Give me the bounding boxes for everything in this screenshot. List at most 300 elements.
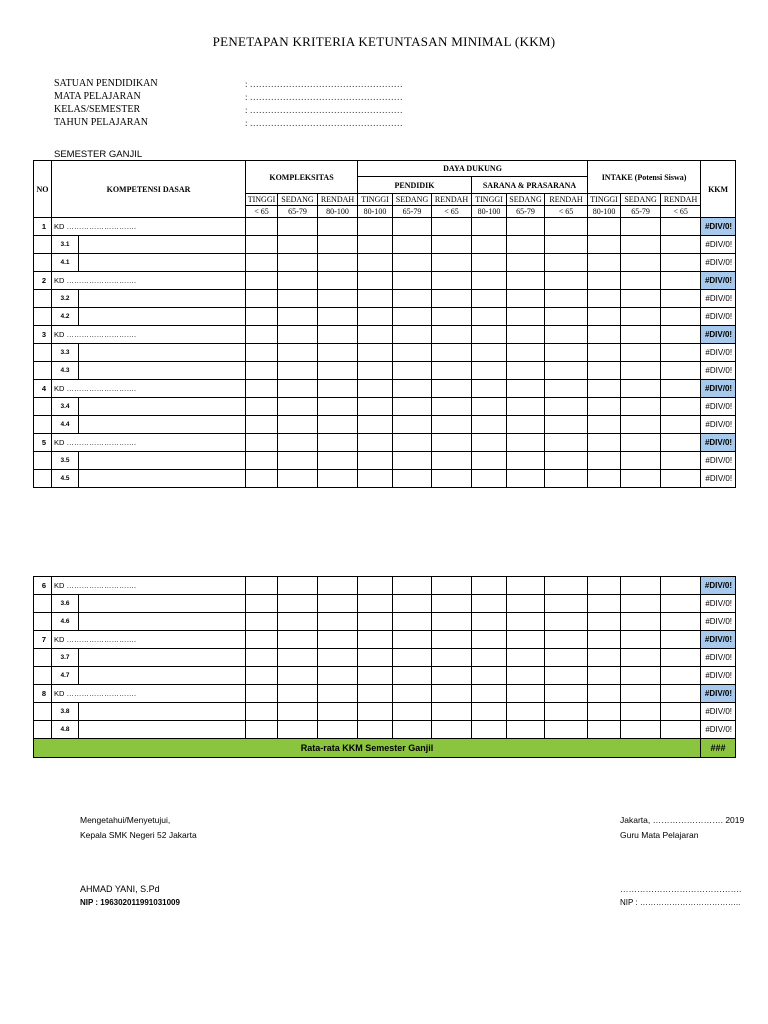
score-cell[interactable] [588,416,621,434]
score-cell[interactable] [472,613,507,631]
score-cell[interactable] [393,254,432,272]
sub-kd-cell[interactable] [52,595,246,613]
score-cell[interactable] [393,721,432,739]
score-cell[interactable] [661,398,701,416]
score-cell[interactable] [545,344,588,362]
score-cell[interactable] [358,272,393,290]
score-cell[interactable] [661,452,701,470]
score-cell[interactable] [278,631,318,649]
score-cell[interactable] [318,308,358,326]
score-cell[interactable] [278,344,318,362]
score-cell[interactable] [472,254,507,272]
score-cell[interactable] [588,254,621,272]
kd-label[interactable]: KD ………………………. [52,326,246,344]
score-cell[interactable] [588,685,621,703]
score-cell[interactable] [661,721,701,739]
score-cell[interactable] [393,631,432,649]
score-cell[interactable] [358,667,393,685]
sub-kd-text[interactable] [79,344,245,361]
score-cell[interactable] [278,236,318,254]
score-cell[interactable] [472,272,507,290]
score-cell[interactable] [545,434,588,452]
kd-label[interactable]: KD ………………………. [52,631,246,649]
score-cell[interactable] [393,380,432,398]
score-cell[interactable] [588,470,621,488]
score-cell[interactable] [318,218,358,236]
score-cell[interactable] [545,452,588,470]
score-cell[interactable] [278,362,318,380]
score-cell[interactable] [358,290,393,308]
score-cell[interactable] [278,703,318,721]
score-cell[interactable] [318,290,358,308]
score-cell[interactable] [661,380,701,398]
score-cell[interactable] [246,362,278,380]
score-cell[interactable] [432,685,472,703]
score-cell[interactable] [661,290,701,308]
score-cell[interactable] [358,685,393,703]
score-cell[interactable] [432,416,472,434]
score-cell[interactable] [472,362,507,380]
score-cell[interactable] [393,685,432,703]
score-cell[interactable] [246,685,278,703]
score-cell[interactable] [432,362,472,380]
score-cell[interactable] [358,218,393,236]
sub-kd-cell[interactable] [52,416,246,434]
score-cell[interactable] [278,290,318,308]
score-cell[interactable] [358,595,393,613]
score-cell[interactable] [432,470,472,488]
score-cell[interactable] [318,362,358,380]
sub-kd-text[interactable] [79,398,245,415]
score-cell[interactable] [432,721,472,739]
score-cell[interactable] [278,452,318,470]
score-cell[interactable] [545,272,588,290]
score-cell[interactable] [432,434,472,452]
score-cell[interactable] [545,631,588,649]
score-cell[interactable] [393,595,432,613]
score-cell[interactable] [661,613,701,631]
score-cell[interactable] [318,721,358,739]
score-cell[interactable] [432,344,472,362]
score-cell[interactable] [318,595,358,613]
score-cell[interactable] [246,344,278,362]
score-cell[interactable] [621,344,661,362]
score-cell[interactable] [661,362,701,380]
score-cell[interactable] [358,254,393,272]
score-cell[interactable] [588,703,621,721]
score-cell[interactable] [507,685,545,703]
score-cell[interactable] [393,649,432,667]
score-cell[interactable] [588,326,621,344]
score-cell[interactable] [507,326,545,344]
score-cell[interactable] [432,631,472,649]
score-cell[interactable] [588,649,621,667]
score-cell[interactable] [246,577,278,595]
score-cell[interactable] [621,254,661,272]
score-cell[interactable] [358,577,393,595]
score-cell[interactable] [393,344,432,362]
score-cell[interactable] [393,452,432,470]
score-cell[interactable] [588,434,621,452]
score-cell[interactable] [472,577,507,595]
score-cell[interactable] [507,631,545,649]
sub-kd-cell[interactable] [52,452,246,470]
score-cell[interactable] [545,236,588,254]
score-cell[interactable] [246,308,278,326]
score-cell[interactable] [507,398,545,416]
kd-label[interactable]: KD ………………………. [52,434,246,452]
score-cell[interactable] [246,434,278,452]
score-cell[interactable] [358,631,393,649]
score-cell[interactable] [661,308,701,326]
score-cell[interactable] [661,254,701,272]
sub-kd-cell[interactable] [52,667,246,685]
score-cell[interactable] [621,667,661,685]
score-cell[interactable] [393,434,432,452]
score-cell[interactable] [358,416,393,434]
score-cell[interactable] [472,721,507,739]
score-cell[interactable] [246,613,278,631]
score-cell[interactable] [432,703,472,721]
sub-kd-text[interactable] [79,595,245,612]
score-cell[interactable] [507,577,545,595]
score-cell[interactable] [358,362,393,380]
score-cell[interactable] [545,613,588,631]
score-cell[interactable] [318,434,358,452]
kd-label[interactable]: KD ………………………. [52,380,246,398]
score-cell[interactable] [358,434,393,452]
score-cell[interactable] [661,344,701,362]
score-cell[interactable] [621,595,661,613]
score-cell[interactable] [246,667,278,685]
score-cell[interactable] [621,362,661,380]
score-cell[interactable] [432,667,472,685]
sub-kd-text[interactable] [79,236,245,253]
score-cell[interactable] [621,452,661,470]
score-cell[interactable] [432,272,472,290]
score-cell[interactable] [588,236,621,254]
sub-kd-text[interactable] [79,649,245,666]
score-cell[interactable] [432,577,472,595]
score-cell[interactable] [246,236,278,254]
score-cell[interactable] [393,362,432,380]
score-cell[interactable] [588,398,621,416]
sub-kd-cell[interactable] [52,308,246,326]
score-cell[interactable] [621,703,661,721]
score-cell[interactable] [507,470,545,488]
score-cell[interactable] [507,452,545,470]
score-cell[interactable] [393,667,432,685]
score-cell[interactable] [393,290,432,308]
score-cell[interactable] [432,236,472,254]
score-cell[interactable] [588,218,621,236]
score-cell[interactable] [545,308,588,326]
score-cell[interactable] [318,685,358,703]
sub-kd-cell[interactable] [52,649,246,667]
score-cell[interactable] [318,667,358,685]
score-cell[interactable] [246,452,278,470]
score-cell[interactable] [393,470,432,488]
score-cell[interactable] [472,667,507,685]
kd-label[interactable]: KD ………………………. [52,218,246,236]
score-cell[interactable] [246,290,278,308]
score-cell[interactable] [472,452,507,470]
score-cell[interactable] [507,613,545,631]
score-cell[interactable] [278,685,318,703]
score-cell[interactable] [318,470,358,488]
sub-kd-text[interactable] [79,308,245,325]
score-cell[interactable] [393,703,432,721]
score-cell[interactable] [432,649,472,667]
score-cell[interactable] [621,380,661,398]
score-cell[interactable] [246,721,278,739]
score-cell[interactable] [507,272,545,290]
score-cell[interactable] [358,721,393,739]
score-cell[interactable] [278,398,318,416]
score-cell[interactable] [318,631,358,649]
score-cell[interactable] [621,721,661,739]
score-cell[interactable] [246,254,278,272]
score-cell[interactable] [358,326,393,344]
score-cell[interactable] [545,703,588,721]
score-cell[interactable] [507,416,545,434]
score-cell[interactable] [621,218,661,236]
score-cell[interactable] [661,667,701,685]
score-cell[interactable] [661,631,701,649]
score-cell[interactable] [661,326,701,344]
score-cell[interactable] [278,721,318,739]
sub-kd-cell[interactable] [52,470,246,488]
kd-label[interactable]: KD ………………………. [52,685,246,703]
score-cell[interactable] [393,613,432,631]
score-cell[interactable] [545,595,588,613]
score-cell[interactable] [588,721,621,739]
score-cell[interactable] [318,398,358,416]
score-cell[interactable] [393,577,432,595]
score-cell[interactable] [472,236,507,254]
score-cell[interactable] [507,254,545,272]
score-cell[interactable] [661,649,701,667]
score-cell[interactable] [432,595,472,613]
sub-kd-text[interactable] [79,254,245,271]
score-cell[interactable] [246,470,278,488]
score-cell[interactable] [507,362,545,380]
score-cell[interactable] [472,326,507,344]
sub-kd-cell[interactable] [52,344,246,362]
score-cell[interactable] [246,595,278,613]
score-cell[interactable] [278,272,318,290]
score-cell[interactable] [432,613,472,631]
score-cell[interactable] [588,577,621,595]
sub-kd-text[interactable] [79,452,245,469]
score-cell[interactable] [545,254,588,272]
score-cell[interactable] [621,685,661,703]
score-cell[interactable] [472,398,507,416]
score-cell[interactable] [472,685,507,703]
sub-kd-text[interactable] [79,667,245,684]
score-cell[interactable] [588,308,621,326]
score-cell[interactable] [246,703,278,721]
sub-kd-cell[interactable] [52,254,246,272]
score-cell[interactable] [661,470,701,488]
score-cell[interactable] [246,416,278,434]
score-cell[interactable] [507,290,545,308]
score-cell[interactable] [621,236,661,254]
score-cell[interactable] [661,595,701,613]
score-cell[interactable] [621,308,661,326]
score-cell[interactable] [661,434,701,452]
score-cell[interactable] [545,667,588,685]
score-cell[interactable] [318,416,358,434]
score-cell[interactable] [246,631,278,649]
sub-kd-cell[interactable] [52,398,246,416]
score-cell[interactable] [318,613,358,631]
sub-kd-text[interactable] [79,416,245,433]
score-cell[interactable] [545,649,588,667]
score-cell[interactable] [318,236,358,254]
score-cell[interactable] [588,272,621,290]
score-cell[interactable] [545,362,588,380]
sub-kd-cell[interactable] [52,236,246,254]
score-cell[interactable] [246,326,278,344]
score-cell[interactable] [621,434,661,452]
score-cell[interactable] [278,380,318,398]
score-cell[interactable] [318,577,358,595]
score-cell[interactable] [393,308,432,326]
score-cell[interactable] [621,649,661,667]
score-cell[interactable] [621,631,661,649]
kd-label[interactable]: KD ………………………. [52,272,246,290]
score-cell[interactable] [661,272,701,290]
score-cell[interactable] [358,613,393,631]
score-cell[interactable] [278,416,318,434]
score-cell[interactable] [432,398,472,416]
score-cell[interactable] [432,290,472,308]
score-cell[interactable] [661,577,701,595]
score-cell[interactable] [318,326,358,344]
score-cell[interactable] [278,326,318,344]
score-cell[interactable] [472,649,507,667]
score-cell[interactable] [621,326,661,344]
sub-kd-cell[interactable] [52,721,246,739]
score-cell[interactable] [278,434,318,452]
score-cell[interactable] [507,236,545,254]
score-cell[interactable] [507,308,545,326]
score-cell[interactable] [472,595,507,613]
score-cell[interactable] [621,416,661,434]
sub-kd-text[interactable] [79,703,245,720]
sub-kd-text[interactable] [79,290,245,307]
score-cell[interactable] [472,290,507,308]
sub-kd-text[interactable] [79,362,245,379]
score-cell[interactable] [588,595,621,613]
score-cell[interactable] [278,667,318,685]
score-cell[interactable] [278,577,318,595]
score-cell[interactable] [507,344,545,362]
score-cell[interactable] [278,470,318,488]
score-cell[interactable] [358,470,393,488]
score-cell[interactable] [393,416,432,434]
score-cell[interactable] [588,631,621,649]
score-cell[interactable] [472,631,507,649]
score-cell[interactable] [588,344,621,362]
score-cell[interactable] [472,308,507,326]
score-cell[interactable] [507,703,545,721]
score-cell[interactable] [588,452,621,470]
score-cell[interactable] [661,416,701,434]
score-cell[interactable] [507,434,545,452]
score-cell[interactable] [661,218,701,236]
score-cell[interactable] [318,649,358,667]
score-cell[interactable] [621,398,661,416]
score-cell[interactable] [432,254,472,272]
score-cell[interactable] [588,613,621,631]
score-cell[interactable] [472,470,507,488]
score-cell[interactable] [393,236,432,254]
score-cell[interactable] [393,326,432,344]
score-cell[interactable] [358,649,393,667]
score-cell[interactable] [246,649,278,667]
score-cell[interactable] [661,703,701,721]
score-cell[interactable] [545,470,588,488]
kd-label[interactable]: KD ………………………. [52,577,246,595]
score-cell[interactable] [358,344,393,362]
score-cell[interactable] [545,398,588,416]
score-cell[interactable] [545,218,588,236]
score-cell[interactable] [393,272,432,290]
score-cell[interactable] [472,703,507,721]
score-cell[interactable] [278,308,318,326]
score-cell[interactable] [621,613,661,631]
sub-kd-cell[interactable] [52,362,246,380]
score-cell[interactable] [507,667,545,685]
score-cell[interactable] [278,649,318,667]
score-cell[interactable] [507,595,545,613]
score-cell[interactable] [318,452,358,470]
sub-kd-text[interactable] [79,470,245,487]
score-cell[interactable] [588,290,621,308]
score-cell[interactable] [588,380,621,398]
score-cell[interactable] [545,290,588,308]
score-cell[interactable] [472,380,507,398]
score-cell[interactable] [432,218,472,236]
sub-kd-cell[interactable] [52,290,246,308]
score-cell[interactable] [393,398,432,416]
score-cell[interactable] [246,218,278,236]
score-cell[interactable] [318,254,358,272]
score-cell[interactable] [358,236,393,254]
score-cell[interactable] [318,703,358,721]
score-cell[interactable] [621,470,661,488]
score-cell[interactable] [545,380,588,398]
score-cell[interactable] [278,218,318,236]
score-cell[interactable] [545,685,588,703]
score-cell[interactable] [246,272,278,290]
score-cell[interactable] [432,380,472,398]
score-cell[interactable] [318,272,358,290]
sub-kd-text[interactable] [79,721,245,738]
score-cell[interactable] [472,344,507,362]
score-cell[interactable] [472,434,507,452]
score-cell[interactable] [545,416,588,434]
score-cell[interactable] [278,613,318,631]
score-cell[interactable] [545,326,588,344]
score-cell[interactable] [472,416,507,434]
score-cell[interactable] [318,344,358,362]
score-cell[interactable] [318,380,358,398]
score-cell[interactable] [507,721,545,739]
score-cell[interactable] [432,326,472,344]
